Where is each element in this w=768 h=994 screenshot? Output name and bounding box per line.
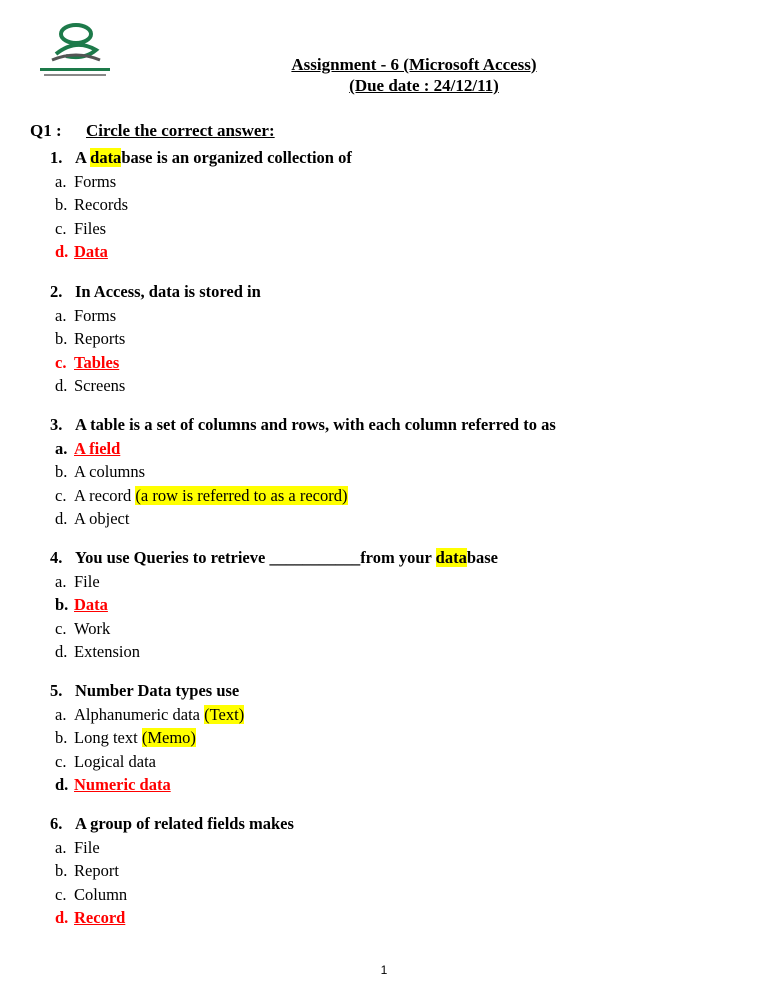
- option-letter: c.: [55, 618, 67, 638]
- option-text: Screens: [74, 375, 126, 395]
- option-text: A object: [74, 508, 130, 528]
- option-letter: d.: [55, 508, 68, 528]
- question-6: [50, 812, 294, 929]
- question-number: 1.: [50, 148, 63, 167]
- option: [50, 217, 352, 240]
- option-text: Forms: [74, 306, 117, 325]
- option-text: Long text: [74, 728, 142, 748]
- option: [50, 726, 244, 749]
- option: [50, 327, 261, 350]
- option-letter: b.: [55, 595, 69, 615]
- question-number: 6.: [50, 814, 63, 833]
- option: [50, 640, 498, 663]
- question-stem: You use Queries to retrieve ___________from your: [75, 548, 436, 567]
- option-text: Work: [74, 618, 111, 638]
- option-letter: d.: [55, 241, 69, 261]
- question-1: [50, 146, 352, 263]
- option-text: A record: [74, 485, 136, 505]
- question-text: [50, 146, 352, 170]
- option: [50, 460, 556, 483]
- option-letter: a.: [55, 705, 67, 724]
- option-letter: b.: [55, 329, 68, 349]
- option-text: Files: [74, 218, 107, 238]
- option-letter: b.: [55, 195, 68, 215]
- option: [50, 193, 352, 216]
- question-number: 5.: [50, 681, 63, 700]
- option: [50, 484, 556, 507]
- question-3: [50, 413, 556, 530]
- option: [50, 304, 261, 327]
- option-text: File: [74, 838, 100, 857]
- option-text: Logical data: [74, 751, 157, 771]
- correct-option: [50, 773, 244, 796]
- option: [50, 374, 261, 397]
- section-instruction: Circle the correct answer:: [86, 121, 275, 140]
- option-text: A field: [74, 439, 121, 458]
- option-letter: c.: [55, 218, 67, 238]
- highlighted-text: data: [435, 548, 467, 567]
- option-letter: a.: [55, 838, 67, 857]
- option-text: Column: [74, 884, 128, 904]
- option-letter: a.: [55, 439, 68, 458]
- option-note: (Text): [204, 705, 245, 724]
- option-letter: c.: [55, 352, 67, 372]
- correct-option: [50, 593, 498, 616]
- question-number: 4.: [50, 548, 63, 567]
- correct-option: [50, 437, 556, 460]
- option-text: Data: [74, 241, 108, 261]
- question-2: [50, 280, 261, 397]
- highlighted-text: data: [90, 148, 122, 167]
- option-letter: d.: [55, 907, 69, 927]
- option-note: (a row is referred to as a record): [135, 485, 348, 505]
- option: [50, 703, 244, 726]
- option-letter: a.: [55, 172, 67, 191]
- option-text: File: [74, 572, 100, 591]
- option-text: Numeric data: [74, 774, 171, 794]
- option: [50, 883, 294, 906]
- correct-option: [50, 906, 294, 929]
- due-date: (Due date : 24/12/11): [349, 76, 499, 95]
- question-stem: In Access, data is stored in: [75, 282, 261, 301]
- option: [50, 859, 294, 882]
- question-text: [50, 679, 244, 703]
- question-number: 3.: [50, 415, 63, 434]
- option-letter: c.: [55, 485, 67, 505]
- option: [50, 170, 352, 193]
- question-stem: A group of related fields makes: [75, 814, 294, 833]
- option-note: (Memo): [141, 728, 196, 748]
- correct-option: [50, 240, 352, 263]
- option-letter: a.: [55, 572, 67, 591]
- option-text: Alphanumeric data: [74, 705, 205, 724]
- option-text: Report: [74, 861, 119, 881]
- question-5: [50, 679, 244, 796]
- option-text: Reports: [74, 329, 126, 349]
- section-heading: [30, 121, 275, 141]
- option-letter: b.: [55, 462, 68, 482]
- question-text: [50, 413, 556, 437]
- option-text: A columns: [74, 462, 146, 482]
- question-text: [50, 812, 294, 836]
- option-letter: c.: [55, 884, 67, 904]
- option-letter: d.: [55, 641, 68, 661]
- question-stem: Number Data types use: [75, 681, 240, 700]
- page-number: 1: [380, 963, 388, 977]
- option-text: Extension: [74, 641, 140, 661]
- option-letter: d.: [55, 774, 69, 794]
- option-letter: c.: [55, 751, 67, 771]
- question-number: 2.: [50, 282, 63, 301]
- option-text: Tables: [74, 352, 120, 372]
- option-text: Data: [74, 595, 108, 615]
- question-text: [50, 546, 498, 570]
- option-letter: b.: [55, 728, 68, 748]
- option: [50, 836, 294, 859]
- question-text: [50, 280, 261, 304]
- question-4: [50, 546, 498, 663]
- option-letter: d.: [55, 375, 68, 395]
- question-stem-end: base: [466, 548, 498, 567]
- option-text: Forms: [74, 172, 117, 191]
- section-label: Q1 :: [30, 121, 62, 140]
- assignment-title: Assignment - 6 (Microsoft Access): [291, 55, 537, 74]
- option-letter: a.: [55, 306, 67, 325]
- question-stem: A: [75, 148, 91, 167]
- option: [50, 507, 556, 530]
- option: [50, 617, 498, 640]
- option-text: Record: [74, 907, 126, 927]
- question-stem-end: base is an organized collection of: [121, 148, 352, 167]
- option: [50, 570, 498, 593]
- option-text: Records: [74, 195, 129, 215]
- option-letter: b.: [55, 861, 68, 881]
- correct-option: [50, 351, 261, 374]
- question-stem: A table is a set of columns and rows, with each column referred to as: [75, 415, 556, 434]
- option: [50, 750, 244, 773]
